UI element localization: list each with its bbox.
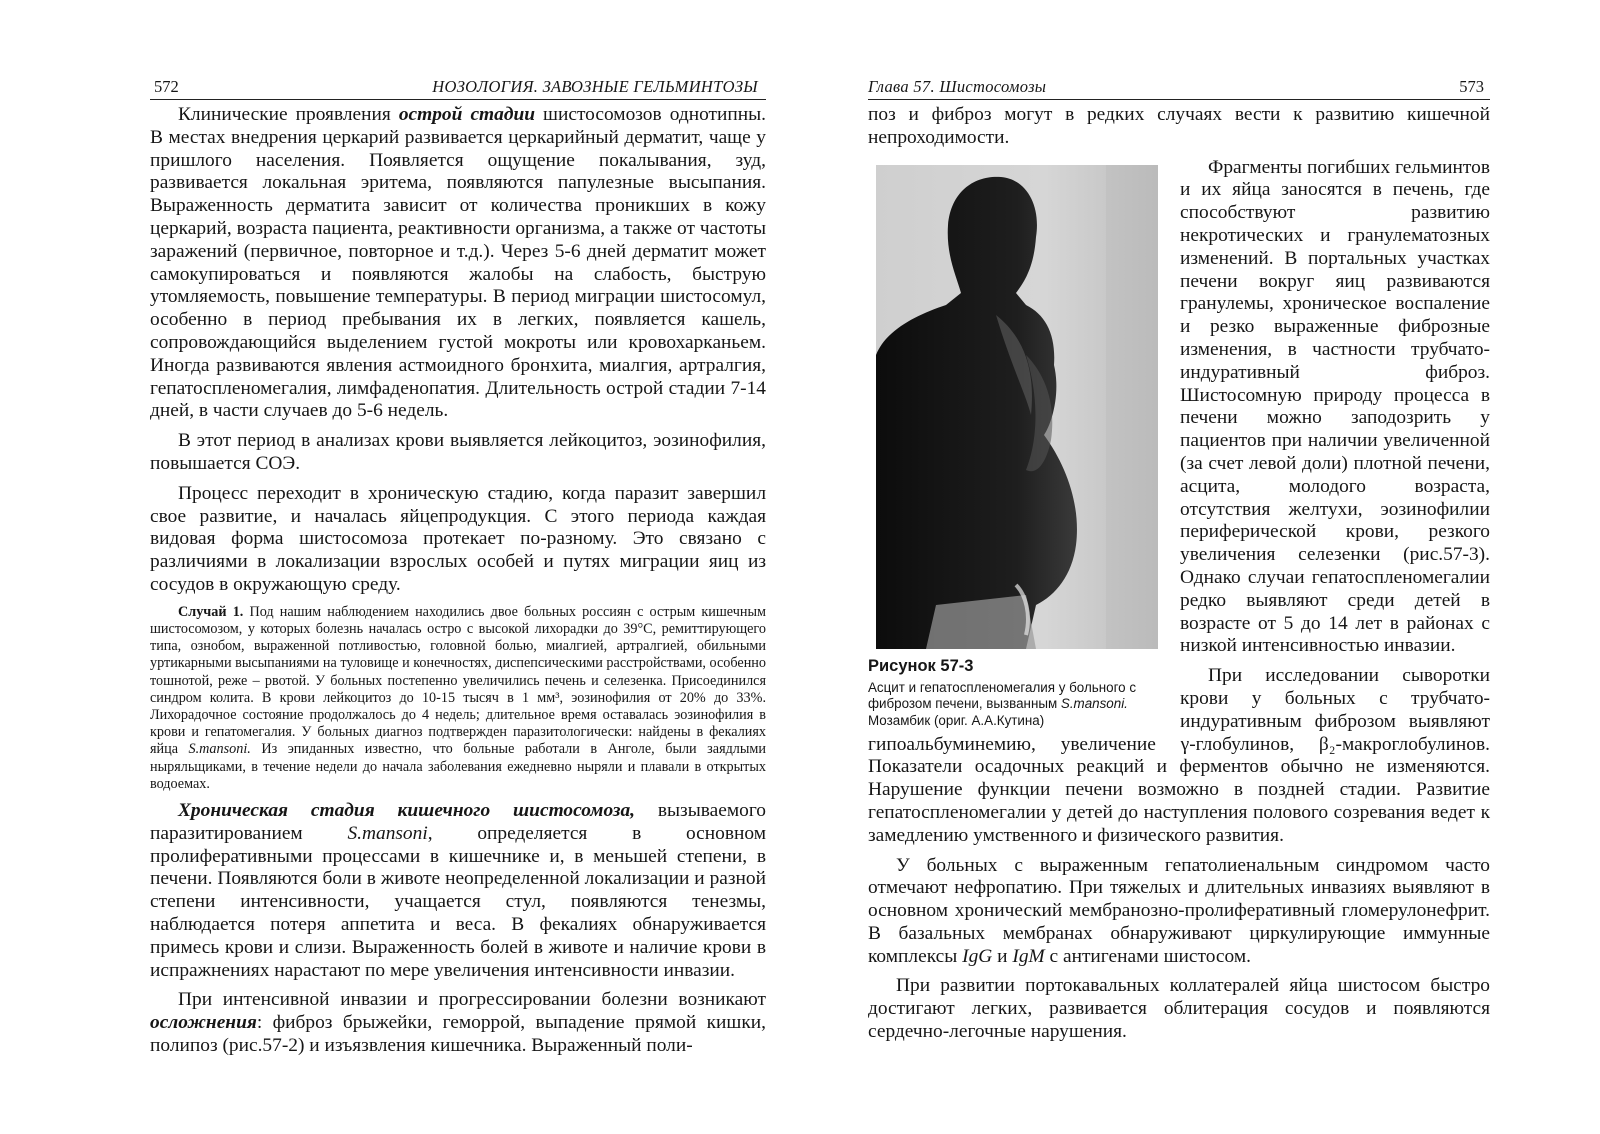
figure-number: Рисунок 57-3 (868, 656, 974, 675)
patient-silhouette-image (876, 165, 1158, 649)
page-number: 572 (154, 77, 179, 96)
running-head-title: НОЗОЛОГИЯ. ЗАВОЗНЫЕ ГЕЛЬМИНТОЗЫ (432, 77, 758, 96)
running-header (150, 77, 766, 100)
paragraph: поз и фиброз могут в редких случаях вести к развитию кишечной непроходимости. (868, 104, 1490, 148)
figure-57-3 (868, 165, 1166, 730)
running-header (868, 77, 1490, 100)
paragraph: Процесс переходит в хроническую стадию, когда паразит завершил свое развитие, и началась яйцепродукция. С этого периода каждая видовая форма шистосомоза протекает по-разному. Это связано с различиями в локализации взрослых особей и путях миграции яиц из сосудов в окружающую среду. (150, 482, 766, 595)
paragraph: В этот период в анализах крови выявляется лейкоцитоз, эозинофилия, повышается СОЭ. (150, 430, 766, 474)
paragraph: При интенсивной инвазии и прогрессировании болезни возникают осложнения: фиброз брыжейки, геморрой, выпадение прямой кишки, полипоз (рис.57-2) и изъязвления кишечника. Выраженный поли- (150, 989, 766, 1056)
emphasis: острой стадии (398, 104, 536, 125)
left-page-body (150, 104, 766, 1065)
running-head-title: Глава 57. Шистосомозы (868, 77, 1047, 96)
paragraph: Хроническая стадия кишечного шистосомоза, вызываемого паразитированием S.mansoni, определяется в основном пролиферативными процессами в кишечнике и, в меньшей степени, в печени. Появляются боли в животе неопределенной локализации и разной степени интенсивности, учащается стул, появляются тенезмы, наблюдается потеря аппетита и веса. В фекалиях обнаруживается примесь крови и слизи. Выраженность болей в животе и наличие крови в испражнениях нарастают по мере увеличения интенсивности инвазии. (150, 799, 766, 981)
case-lead: Случай 1. (178, 603, 244, 620)
emphasis: осложнения (150, 1012, 257, 1034)
paragraph: При развитии портокавальных коллатералей яйца шистосом быстро достигают легких, развивается облитерация сосудов и появляются сердечно-легочные нарушения. (868, 975, 1490, 1043)
right-page-body (868, 104, 1490, 1051)
paragraph: У больных с выраженным гепатолиенальным синдромом часто отмечают нефропатию. При тяжелых и длительных инвазиях выявляют в основном хронический мембранозно-пролиферативный гломерулонефрит. В базальных мембранах обнаруживают циркулирующие иммунные комплексы IgG и IgM с антигенами шистосом. (868, 854, 1490, 967)
patient-photo (876, 165, 1158, 649)
paragraph: Клинические проявления острой стадии шистосомозов однотипны. В местах внедрения церкарий развивается церкарийный дерматит, чаще у пришлого населения. Появляется ощущение покалывания, зуд, развивается локальная эритема, появляются папулезные высыпания. Выраженность дерматита зависит от количества проникших в кожу церкарий, возраста пациента, реактивности организма, а также от частоты заражений (первичное, повторное и т.д.). Через 5-6 дней дерматит может самокупироваться и появляются жалобы на слабость, быструю утомляемость, повышение температуры. В период миграции шистосомул, особенно в период пребывания их в легких, появляется кашель, сопровождающийся выделением густой мокроты или кровохарканьем. Иногда развиваются явления астмоидного бронхита, миалгия, артралгия, гепатоспленомегалия, лимфаденопатия. Длительность острой стадии 7-14 дней, в части случаев до 5-6 недель. (150, 104, 766, 422)
case-report: Случай 1. Под нашим наблюдением находились двое больных россиян с острым кишечным шистосомозом, у которых болезнь началась остро с высокой лихорадки до 39°С, ремиттирующего типа, ознобом, выраженной потливостью, головной болью, миалгией, артралгией, обильными уртикарными высыпаниями на туловище и конечностях, диспепсическими расстройствами, особенно тошнотой, реже – рвотой. У больных постепенно увеличились печень и селезенка. Присоединился синдром колита. В крови лейкоцитоз до 10-15 тысяч в 1 мм³, эозинофилия от 20% до 33%. Лихорадочное состояние продолжалось до 4 недель; длительное время оставалась эозинофилия в крови и гепатомегалия. У больных диагноз подтвержден паразитологически: найдены в фекалиях яйца S.mansoni. Из эпиданных известно, что больные работали в Анголе, были заядлыми ныряльщиками, в течение недели до начала заболевания ежедневно ныряли и плавали в открытых водоемах. (150, 603, 766, 792)
page-number: 573 (1459, 77, 1484, 96)
emphasis: Хроническая стадия кишечного шистосомоза, (178, 799, 635, 821)
paragraph: Фрагменты погибших гельминтов и их яйца заносятся в печень, где способствуют развитию некротических и гранулематозных изменений. В портальных участках печени вокруг яиц развиваются гранулемы, хроническое воспаление и резко выраженные фиброзные изменения, в частности трубчато-индуративный фиброз. Шистосомную природу процесса в печени можно заподозрить у пациентов при наличии увеличенной (за счет левой доли) плотной печени, асцита, молодого возраста, отсутствия желтухи, эозинофилии периферической крови, резкого увеличения селезенки (рис.57-3). Однако случаи гепатоспленомегалии редко выявляют среди детей в возрасте от 5 до 14 лет в районах с низкой интенсивностью инвазии. (1180, 156, 1490, 657)
paragraph: При исследовании сыворотки крови у больных с трубчато-индуративным фиброзом выявляют гипоальбуминемию, увеличение γ-глобулинов, β₂-макроглобулинов. Показатели осадочных реакций и ферментов обычно не изменяются. Нарушение функции печени возможно в поздней стадии. Развитие гепатоспленомегалии у детей до наступления полового созревания ведет к замедлению умственного и физического развития. (868, 665, 1490, 846)
figure-caption: Рисунок 57-3 Асцит и гепатоспленомегалия у больного с фиброзом печени, вызванным S.mansoni. Мозамбик (ориг. А.А.Кутина) (868, 658, 1166, 730)
right-page (868, 0, 1490, 1134)
left-page (150, 0, 766, 1134)
